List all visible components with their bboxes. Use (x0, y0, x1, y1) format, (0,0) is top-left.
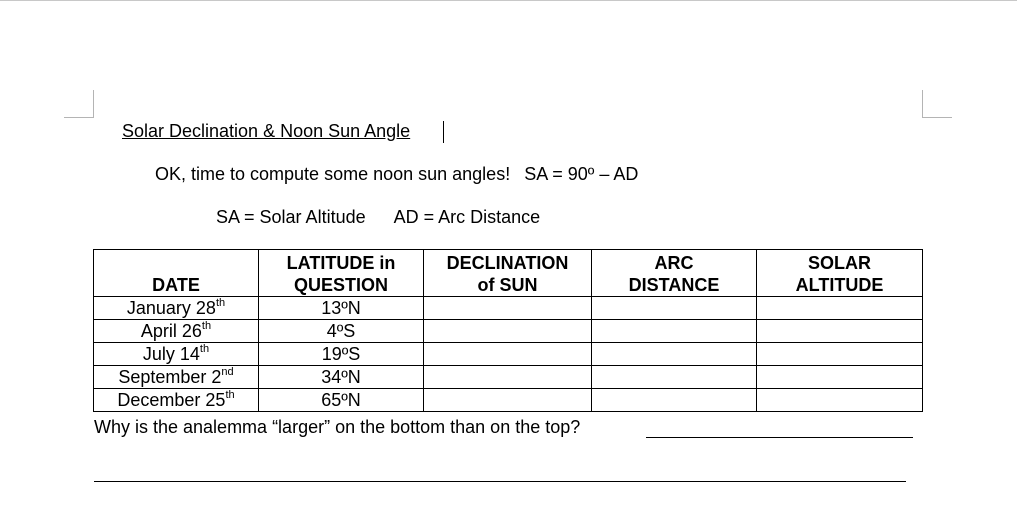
solar-altitude-cell[interactable] (757, 366, 923, 389)
date-text: January 28 (126, 298, 216, 318)
answer-line-inline[interactable] (646, 437, 913, 438)
margin-corner-mark-right (922, 90, 923, 118)
date-text: April 26 (140, 321, 202, 341)
header-declination-line1: DECLINATION (446, 253, 569, 273)
header-declination[interactable] (424, 250, 592, 297)
table-row (94, 320, 923, 343)
noon-sun-angle-table (93, 249, 923, 412)
legend-arc-distance: AD = Arc Distance (393, 207, 541, 227)
date-suffix: th (225, 389, 235, 401)
latitude-cell[interactable]: 13ºN (259, 297, 424, 320)
header-solar-altitude[interactable] (757, 250, 923, 297)
header-arc-distance[interactable] (592, 250, 757, 297)
legend-line[interactable] (216, 206, 540, 228)
header-latitude[interactable] (259, 250, 424, 297)
text-cursor (443, 121, 444, 143)
latitude-cell[interactable]: 4ºS (259, 320, 424, 343)
header-arc-line1: ARC (654, 253, 694, 273)
solar-altitude-cell[interactable] (757, 343, 923, 366)
date-cell[interactable] (94, 343, 259, 366)
date-suffix: th (199, 343, 210, 355)
date-cell[interactable] (94, 389, 259, 412)
declination-cell[interactable] (424, 366, 592, 389)
analemma-question[interactable]: Why is the analemma “larger” on the bottom than on the top? (94, 417, 581, 437)
date-suffix: nd (221, 366, 234, 378)
table-row (94, 366, 923, 389)
date-suffix: th (215, 297, 226, 309)
header-date[interactable] (94, 250, 259, 297)
header-date-label: DATE (152, 275, 200, 295)
date-text: July 14 (142, 344, 200, 364)
header-latitude-line2: QUESTION (293, 275, 388, 295)
instruction-line[interactable] (155, 163, 638, 185)
arc-distance-cell[interactable] (592, 297, 757, 320)
declination-cell[interactable] (424, 343, 592, 366)
header-solar-line1: SOLAR (808, 253, 871, 273)
header-latitude-line1: LATITUDE in (286, 253, 396, 273)
arc-distance-cell[interactable] (592, 320, 757, 343)
declination-cell[interactable] (424, 320, 592, 343)
answer-line-full[interactable] (94, 481, 906, 482)
solar-altitude-cell[interactable] (757, 297, 923, 320)
table-row (94, 389, 923, 412)
header-declination-line2: of SUN (477, 275, 538, 295)
margin-corner-mark-left-horizontal (64, 117, 94, 118)
solar-altitude-cell[interactable] (757, 389, 923, 412)
window-top-edge (0, 0, 1017, 1)
table-row (94, 343, 923, 366)
declination-cell[interactable] (424, 297, 592, 320)
latitude-cell[interactable]: 34ºN (259, 366, 424, 389)
latitude-cell[interactable]: 19ºS (259, 343, 424, 366)
instruction-text: OK, time to compute some noon sun angles! (155, 164, 511, 184)
solar-altitude-cell[interactable] (757, 320, 923, 343)
declination-cell[interactable] (424, 389, 592, 412)
arc-distance-cell[interactable] (592, 389, 757, 412)
latitude-cell[interactable]: 65ºN (259, 389, 424, 412)
date-text: December 25 (117, 390, 226, 410)
date-suffix: th (201, 320, 212, 332)
legend-solar-altitude: SA = Solar Altitude (216, 207, 366, 227)
arc-distance-cell[interactable] (592, 366, 757, 389)
formula-text: SA = 90º – AD (524, 164, 639, 184)
date-text: September 2 (118, 367, 222, 387)
header-arc-line2: DISTANCE (628, 275, 720, 295)
margin-corner-mark-left (93, 90, 94, 118)
table-header-row (94, 250, 923, 297)
arc-distance-cell[interactable] (592, 343, 757, 366)
date-cell[interactable] (94, 320, 259, 343)
table-row (94, 297, 923, 320)
date-cell[interactable] (94, 297, 259, 320)
document-title[interactable]: Solar Declination & Noon Sun Angle (122, 121, 411, 141)
date-cell[interactable] (94, 366, 259, 389)
header-solar-line2: ALTITUDE (795, 275, 884, 295)
margin-corner-mark-right-horizontal (922, 117, 952, 118)
